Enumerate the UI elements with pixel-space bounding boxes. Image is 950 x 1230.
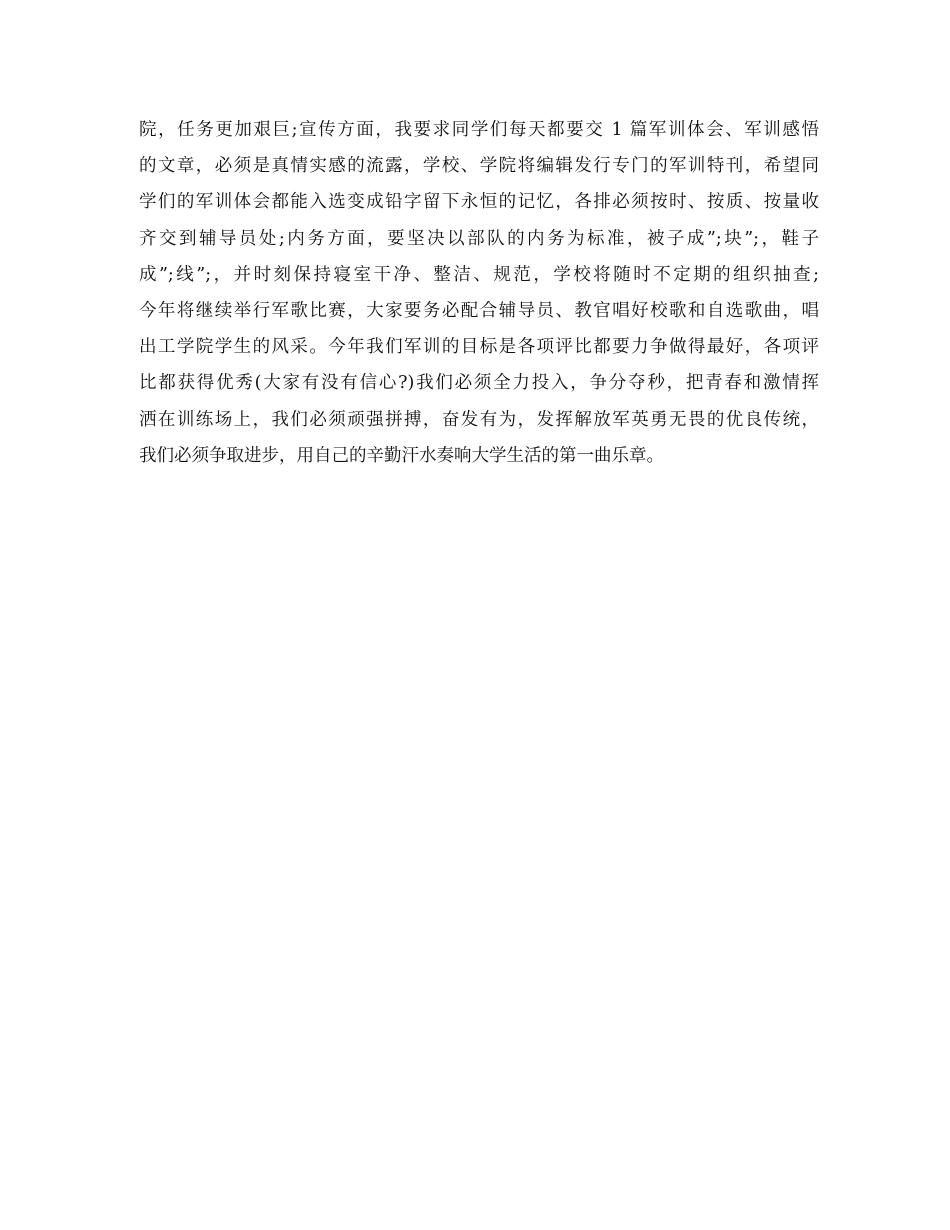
text-line: 成”;线”;，并时刻保持寝室干净、整洁、规范，学校将随时不定期的组织抽查;: [139, 264, 819, 285]
text-line: 比都获得优秀(大家有没有信心?)我们必须全力投入，争分夺秒，把青春和激情挥: [139, 373, 819, 394]
text-line: 齐交到辅导员处;内务方面，要坚决以部队的内务为标准，被子成”;块”;，鞋子: [139, 228, 819, 249]
text-line: 院，任务更加艰巨;宣传方面，我要求同学们每天都要交 1 篇军训体会、军训感悟: [139, 120, 819, 140]
text-line: 的文章，必须是真情实感的流露，学校、学院将编辑发行专门的军训特刊，希望同: [139, 156, 819, 177]
text-line: 学们的军训体会都能入选变成铅字留下永恒的记忆，各排必须按时、按质、按量收: [139, 192, 819, 213]
text-line: 出工学院学生的风采。今年我们军训的目标是各项评比都要力争做得最好，各项评: [139, 337, 819, 358]
text-line: 洒在训练场上，我们必须顽强拼搏，奋发有为，发挥解放军英勇无畏的优良传统，: [139, 409, 819, 430]
body-paragraph: [139, 112, 819, 474]
text-line: 我们必须争取进步，用自己的辛勤汗水奏响大学生活的第一曲乐章。: [139, 445, 664, 466]
text-line: 今年将继续举行军歌比赛，大家要务必配合辅导员、教官唱好校歌和自选歌曲，唱: [139, 300, 819, 321]
